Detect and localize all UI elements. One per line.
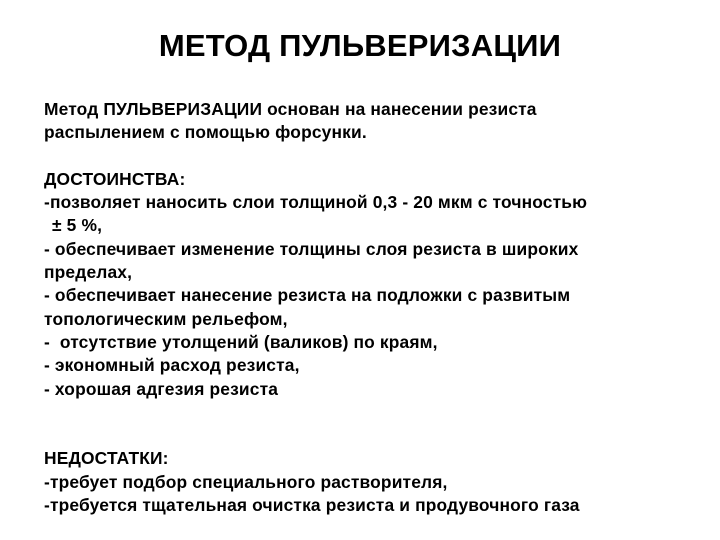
advantage-line: - хорошая адгезия резиста — [44, 378, 279, 399]
advantage-line: пределах, — [44, 262, 133, 283]
intro-line: распылением с помощью форсунки. — [44, 122, 367, 143]
advantage-line: -позволяет наносить слои толщиной 0,3 - 20 мкм с точностью — [44, 192, 588, 213]
slide-title: МЕТОД ПУЛЬВЕРИЗАЦИИ — [158, 28, 562, 63]
disadvantage-line: -требует подбор специального растворителя, — [44, 471, 448, 492]
paragraph-gap — [44, 401, 704, 424]
advantages-heading: ДОСТОИНСТВА: — [44, 168, 186, 189]
disadvantage-line: -требуется тщательная очистка резиста и продувочного газа — [44, 495, 580, 516]
advantage-line: ± 5 %, — [52, 215, 103, 236]
advantage-line: - отсутствие утолщений (валиков) по краям, — [44, 331, 438, 352]
paragraph-gap — [44, 424, 704, 447]
disadvantages-heading: НЕДОСТАТКИ: — [44, 448, 169, 469]
advantage-line: - обеспечивает изменение толщины слоя резиста в широких — [44, 238, 579, 259]
advantage-line: - экономный расход резиста, — [44, 355, 300, 376]
slide-body — [44, 98, 704, 517]
paragraph-gap — [44, 145, 704, 168]
intro-line: Метод ПУЛЬВЕРИЗАЦИИ основан на нанесении резиста — [44, 99, 537, 119]
advantage-line: - обеспечивает нанесение резиста на подложки с развитым — [44, 285, 571, 306]
advantage-line: топологическим рельефом, — [44, 308, 288, 329]
